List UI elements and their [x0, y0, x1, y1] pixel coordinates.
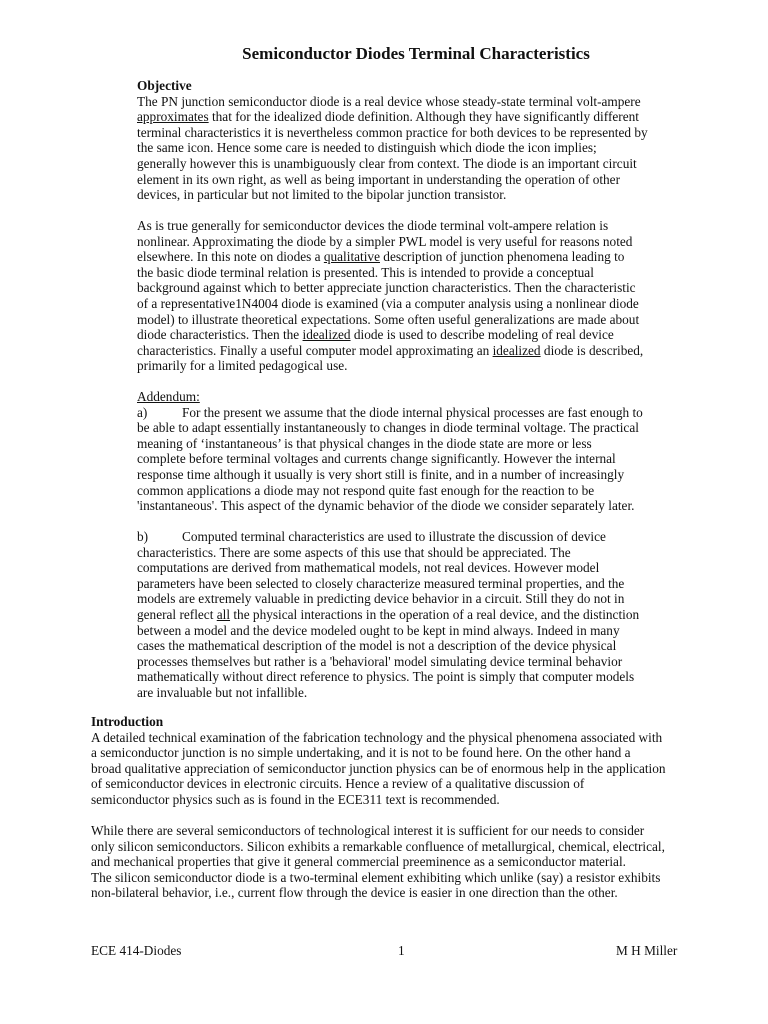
text-line	[91, 776, 731, 792]
text-span: general reflect	[137, 606, 217, 622]
text-span: background against which to better appreciate junction characteristics. Then the characteristic	[137, 280, 636, 296]
text-span: that for the idealized diode definition. Although they have significantly different	[208, 109, 639, 125]
text-span: cases the mathematical description of the model is not a description of the device physical	[137, 638, 617, 654]
text-span: characteristics. Finally a useful computer model approximating an	[137, 342, 493, 358]
text-line	[137, 109, 707, 125]
text-span: computations are derived from mathematical models, not real devices. However model	[137, 560, 600, 576]
text-line	[137, 560, 707, 576]
text-span: the physical interactions in the operation of a real device, and the distinction	[230, 606, 640, 622]
text-span: devices, in particular but not limited to the bipolar junction transistor.	[137, 187, 507, 203]
text-span: For the present we assume that the diode internal physical processes are fast enough to	[182, 404, 643, 420]
text-line	[137, 172, 707, 188]
objective-paragraph-2-section	[137, 218, 707, 374]
text-span: mathematically without direct reference to physics. The point is simply that computer models	[137, 669, 635, 685]
text-span: model) to illustrate theoretical expectations. Some often useful generalizations are made about	[137, 311, 640, 327]
text-line	[137, 187, 707, 203]
text-line	[137, 623, 707, 639]
text-span: generally however this is unambiguously clear from context. The diode is an important circuit	[137, 155, 637, 171]
text-line	[137, 607, 707, 623]
underlined-term: idealized	[302, 327, 351, 343]
text-line	[91, 854, 731, 870]
text-span: the same icon. Hence some care is needed to distinguish which diode the icon implies;	[137, 140, 597, 156]
text-span: models are extremely valuable in predicting device behavior in a circuit. Still they do not in	[137, 591, 625, 607]
objective-paragraph-2	[137, 218, 707, 374]
footer-course: ECE 414-Diodes	[91, 943, 182, 958]
text-line	[137, 498, 707, 514]
addendum-item-b	[137, 529, 707, 701]
text-span: broad qualitative appreciation of semiconductor junction physics can be of enormous help in the application	[91, 760, 666, 776]
text-span: the basic diode terminal relation is presented. This is intended to provide a conceptual	[137, 264, 594, 280]
text-span: element in its own right, as well as being important in understanding the operation of other	[137, 171, 621, 187]
text-line	[137, 343, 707, 359]
underlined-term: qualitative	[323, 249, 380, 265]
addendum-heading: Addendum:	[137, 389, 200, 404]
addendum-item-a	[137, 405, 707, 514]
objective-paragraph-1	[137, 94, 707, 203]
text-line	[137, 249, 707, 265]
text-span: elsewhere. In this note on diodes a	[137, 249, 324, 265]
text-line	[137, 218, 707, 234]
text-span: meaning of ‘instantaneous’ is that physical changes in the diode state are more or less	[137, 435, 592, 451]
text-line	[137, 327, 707, 343]
introduction-paragraph-2-section	[91, 823, 731, 901]
text-span: common applications a diode may not respond quite fast enough for the reaction to be	[137, 482, 595, 498]
underlined-term: all	[216, 606, 231, 622]
text-line	[137, 591, 707, 607]
introduction-paragraph-1	[91, 730, 731, 808]
text-span: response time although it usually is very short still is finite, and in a number of increasingly	[137, 466, 625, 482]
text-span: primarily for a limited pedagogical use.	[137, 358, 348, 374]
text-line	[137, 296, 707, 312]
underlined-term: approximates	[137, 109, 209, 125]
text-span: only silicon semiconductors. Silicon exhibits a remarkable confluence of metallurgical, chemical, electrical,	[91, 838, 665, 854]
introduction-section	[91, 714, 731, 808]
text-span: and mechanical properties that give it general commercial preeminence as a semiconductor material.	[91, 854, 626, 870]
text-span: are invaluable but not infallible.	[137, 684, 308, 700]
introduction-paragraph-2	[91, 823, 731, 901]
text-line	[137, 576, 707, 592]
text-line	[137, 436, 707, 452]
text-span: A detailed technical examination of the fabrication technology and the physical phenomena associated with	[91, 729, 663, 745]
text-line	[137, 234, 707, 250]
text-line	[137, 280, 707, 296]
addendum-b-section	[137, 529, 707, 701]
list-marker: b)	[137, 529, 149, 544]
text-span: diode characteristics. Then the	[137, 327, 303, 343]
text-line	[137, 467, 707, 483]
text-line	[91, 745, 731, 761]
objective-heading: Objective	[137, 78, 192, 93]
text-line	[91, 761, 731, 777]
text-line	[137, 156, 707, 172]
text-span: a semiconductor junction is no simple undertaking, and it is not to be found here. On the other hand a	[91, 745, 631, 761]
text-span: 'instantaneous'. This aspect of the dynamic behavior of the diode we consider separately later.	[137, 498, 635, 514]
text-span: description of junction phenomena leading to	[379, 249, 625, 265]
text-span: nonlinear. Approximating the diode by a simpler PWL model is very useful for reasons noted	[137, 233, 633, 249]
text-line	[137, 265, 707, 281]
text-line	[137, 529, 707, 545]
text-line	[137, 654, 707, 670]
text-line	[91, 792, 731, 808]
text-span: diode is used to describe modeling of real device	[350, 327, 614, 343]
document-title: Semiconductor Diodes Terminal Characteristics	[242, 44, 590, 63]
text-span: characteristics. There are some aspects of this use that should be appreciated. The	[137, 544, 571, 560]
text-span: of a representative1N4004 diode is examined (via a computer analysis using a nonlinear diode	[137, 295, 639, 311]
text-span: be able to adapt essentially instantaneously to changes in diode terminal voltage. The practical	[137, 420, 639, 436]
text-line	[137, 685, 707, 701]
text-line	[137, 451, 707, 467]
text-line	[91, 730, 731, 746]
text-line	[137, 420, 707, 436]
text-span: parameters have been selected to closely characterize measured terminal properties, and the	[137, 575, 625, 591]
text-span: semiconductor physics such as is found in the ECE311 text is recommended.	[91, 791, 500, 807]
text-line	[91, 870, 731, 886]
text-span: processes themselves but rather is a 'behavioral' model simulating device terminal behavior	[137, 653, 623, 669]
text-span: The silicon semiconductor diode is a two-terminal element exhibiting which unlike (say) a resistor exhibits	[91, 869, 661, 885]
text-line	[137, 405, 707, 421]
text-line	[137, 140, 707, 156]
objective-section	[137, 78, 707, 203]
text-line	[137, 483, 707, 499]
text-span: diode is described,	[540, 342, 644, 358]
text-span: non-bilateral behavior, i.e., current flow through the device is easier in one direction than the other.	[91, 885, 618, 901]
introduction-heading: Introduction	[91, 714, 164, 729]
text-span: Computed terminal characteristics are used to illustrate the discussion of device	[182, 529, 606, 544]
text-span: The PN junction semiconductor diode is a real device whose steady-state terminal volt-ampere	[137, 93, 641, 109]
text-line	[137, 669, 707, 685]
text-span: between a model and the device modeled ought to be kept in mind always. Indeed in many	[137, 622, 620, 638]
text-line	[137, 125, 707, 141]
text-line	[137, 312, 707, 328]
underlined-term: idealized	[492, 342, 541, 358]
text-span: of semiconductor devices in electronic circuits. Hence a review of a qualitative discussion of	[91, 776, 585, 792]
text-span: complete before terminal voltages and currents change significantly. However the internal	[137, 451, 616, 467]
text-line	[91, 823, 731, 839]
text-line	[91, 885, 731, 901]
text-line	[137, 94, 707, 110]
text-span: terminal characteristics it is nevertheless common practice for both devices to be represented by	[137, 124, 648, 140]
footer-author: M H Miller	[616, 943, 678, 958]
addendum-section	[137, 389, 707, 514]
text-span: As is true generally for semiconductor devices the diode terminal volt-ampere relation is	[137, 218, 609, 233]
footer-page-number: 1	[398, 943, 405, 958]
text-line	[137, 638, 707, 654]
text-line	[137, 545, 707, 561]
text-line	[91, 839, 731, 855]
text-span: While there are several semiconductors of technological interest it is sufficient for our needs to consider	[91, 823, 645, 838]
list-marker: a)	[137, 404, 148, 420]
text-line	[137, 358, 707, 374]
